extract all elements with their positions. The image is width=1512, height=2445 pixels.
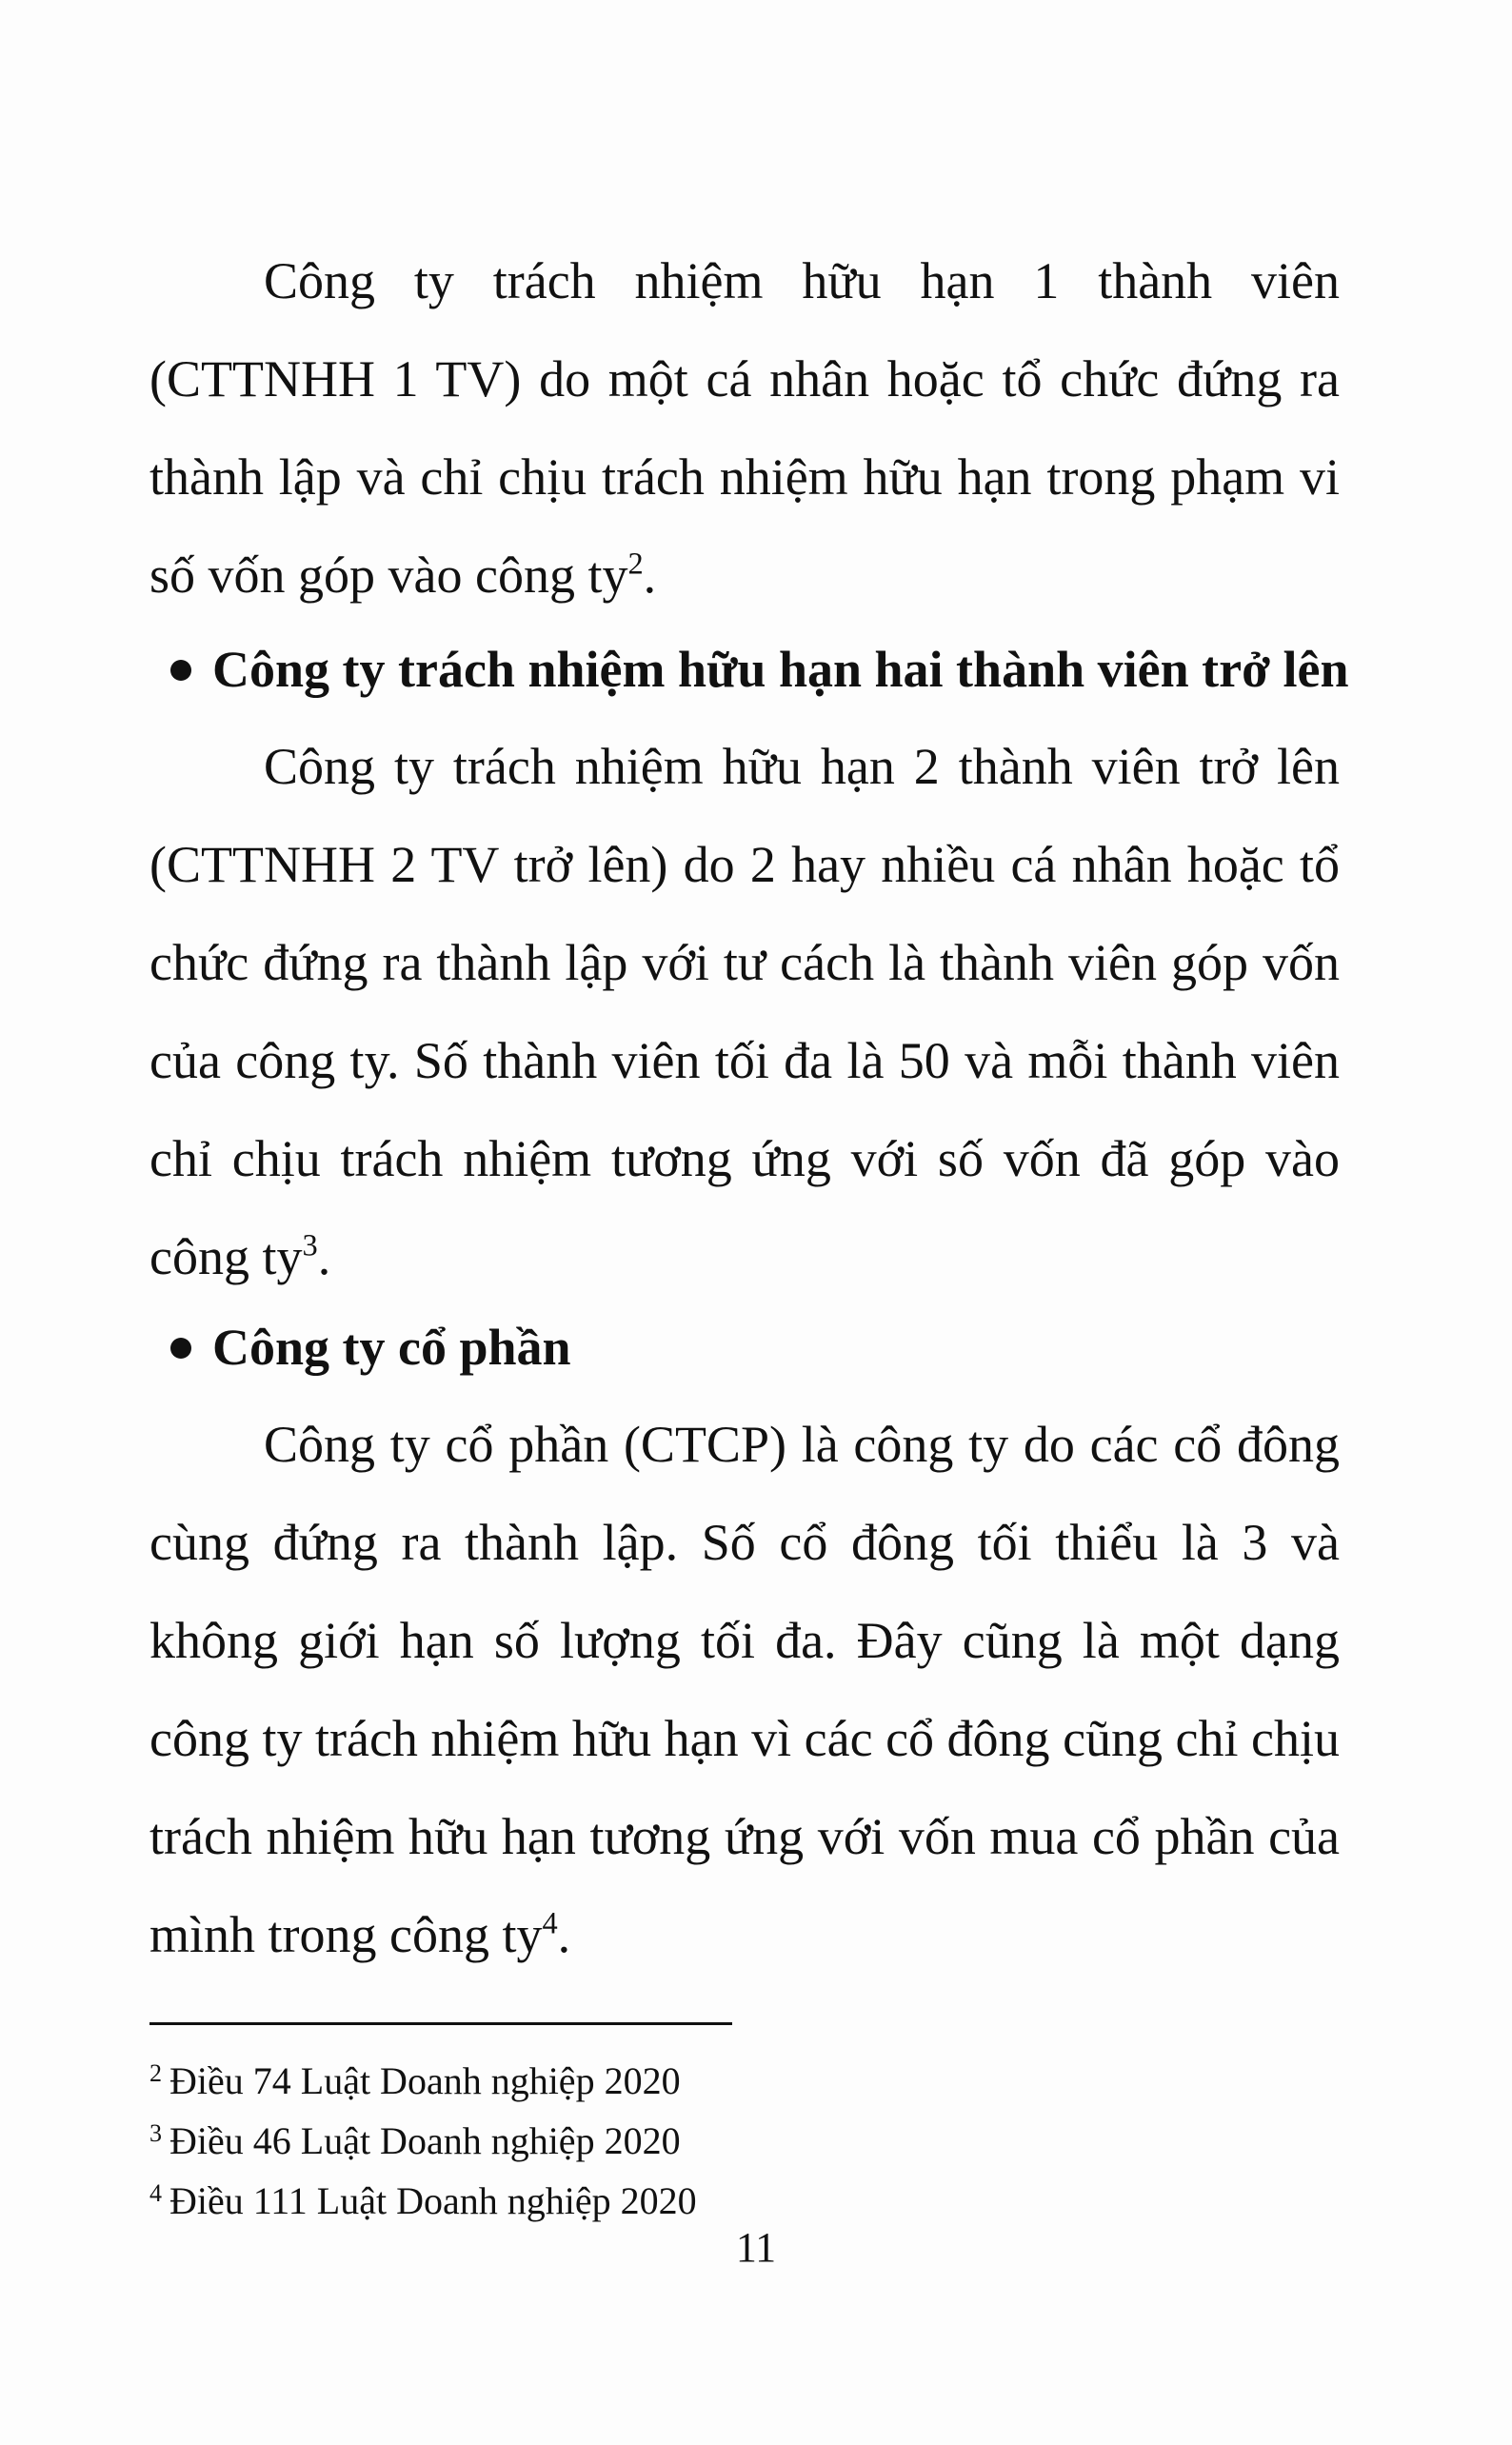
footnote [149, 2107, 697, 2167]
footnote-divider [149, 2022, 732, 2025]
paragraph-sole-member-llc [149, 232, 1340, 625]
footnote [149, 2167, 697, 2227]
section-heading-multi-member-llc [149, 621, 1348, 719]
footnote-text: Điều 74 Luật Doanh nghiệp 2020 [169, 2059, 681, 2102]
footnote-number: 2 [149, 2059, 162, 2087]
footnote-number: 4 [149, 2179, 162, 2207]
paragraph-text: Công ty cổ phần (CTCP) là công ty do các cổ đông cùng đứng ra thành lập. Số cổ đông tối thiểu là 3 và không giới hạn số lượng tối đa. Đây cũng là một dạng công ty trách nhiệm hữu hạn vì các cổ đông cũng chỉ chịu trách nhiệm hữu hạn tương ứng với vốn mua cổ phần của mình trong công ty [149, 1416, 1340, 1963]
footnote-text: Điều 111 Luật Doanh nghiệp 2020 [169, 2179, 697, 2222]
heading-text: Công ty cổ phần [212, 1319, 571, 1376]
paragraph-multi-member-llc [149, 718, 1340, 1306]
footnote-ref: 3 [302, 1228, 318, 1263]
bullet-icon [170, 1338, 191, 1359]
paragraph-end: . [643, 547, 657, 604]
paragraph-text: Công ty trách nhiệm hữu hạn 2 thành viên trở lên (CTTNHH 2 TV trở lên) do 2 hay nhiều cá nhân hoặc tổ chức đứng ra thành lập với tư cách là thành viên góp vốn của công ty. Số thành viên tối đa là 50 và mỗi thành viên chỉ chịu trách nhiệm tương ứng với số vốn đã góp vào công ty [149, 738, 1340, 1285]
footnote-number: 3 [149, 2119, 162, 2147]
bullet-icon [170, 660, 191, 681]
paragraph-end: . [557, 1906, 571, 1963]
heading-text: Công ty trách nhiệm hữu hạn hai thành viên trở lên [212, 641, 1349, 698]
footnotes [149, 2047, 697, 2227]
section-heading-joint-stock [149, 1299, 571, 1397]
footnote-ref: 4 [542, 1906, 558, 1941]
paragraph-joint-stock [149, 1396, 1340, 1984]
footnote-ref: 2 [627, 547, 644, 582]
paragraph-text: Công ty trách nhiệm hữu hạn 1 thành viên (CTTNHH 1 TV) do một cá nhân hoặc tổ chức đứng ra thành lập và chỉ chịu trách nhiệm hữu hạn trong phạm vi số vốn góp vào công ty [149, 252, 1340, 604]
footnote [149, 2047, 697, 2107]
footnote-text: Điều 46 Luật Doanh nghiệp 2020 [169, 2119, 681, 2162]
page-number: 11 [735, 2224, 777, 2271]
paragraph-end: . [317, 1228, 331, 1285]
